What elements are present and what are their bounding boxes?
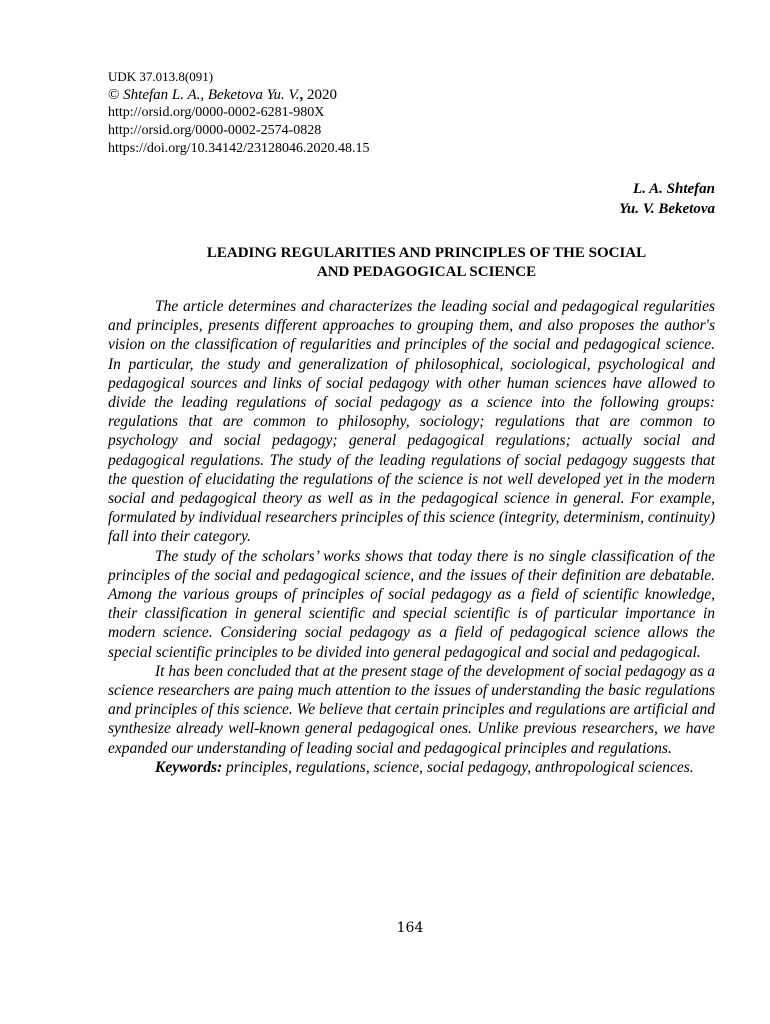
keywords-text: principles, regulations, science, social pedagogy, anthropological sciences. (226, 758, 694, 776)
copyright-comma: , (299, 87, 304, 103)
title-line: LEADING REGULARITIES AND PRINCIPLES OF THE SOCIAL (206, 245, 647, 261)
abstract-paragraph: It has been concluded that at the present stage of the development of social pedagogy as a science researchers are paing much attention to the issues of understanding the basic regulations and principles of this science. We believe that certain principles and regulations are artificial and synthesize already well-known general pedagogical ones. Unlike previous researchers, we have expanded our understanding of leading social and pedagogical principles and regulations. (108, 662, 715, 757)
udk-code: UDK 37.013.8(091) (108, 69, 214, 84)
abstract (108, 297, 715, 777)
page-content (108, 68, 715, 777)
page-number: 164 (396, 920, 424, 936)
copyright-line (108, 86, 715, 104)
article-title (108, 244, 715, 282)
copyright-symbol: © (108, 87, 120, 103)
title-line: AND PEDAGOGICAL SCIENCE (316, 264, 537, 280)
orcid-link-2[interactable]: http://orsid.org/0000-0002-2574-0828 (108, 123, 322, 138)
abstract-paragraph: The article determines and characterizes the leading social and pedagogical regularities and principles, presents different approaches to grouping them, and also proposes the author's vision on the classification of regularities and principles of the social and pedagogical science. In particular, the study and generalization of philosophical, sociological, psychological and pedagogical sources and links of social pedagogy with other human sciences have allowed to divide the leading regulations of social pedagogy as a science into the following groups: regulations that are common to philosophy, sociology; regulations that are common to psychology and social pedagogy; general pedagogical regulations; actually social and pedagogical regulations. The study of the leading regulations of social pedagogy suggests that the question of elucidating the regulations of the science is not well developed yet in the modern social and pedagogical theory as well as in the pedagogical science in general. For example, formulated by individual researchers principles of this science (integrity, determinism, continuity) fall into their category. (108, 298, 715, 546)
author-name: L. A. Shtefan (633, 181, 715, 197)
orcid-link-1[interactable]: http://orsid.org/0000-0002-6281-980X (108, 105, 325, 120)
copyright-year: 2020 (307, 87, 338, 103)
doi-link[interactable]: https://doi.org/10.34142/23128046.2020.48.15 (108, 141, 370, 156)
keywords-label: Keywords: (155, 758, 223, 776)
article-metadata (108, 68, 715, 158)
author-name: Yu. V. Beketova (619, 201, 715, 217)
author-block (108, 179, 715, 219)
abstract-paragraph: The study of the scholars’ works shows that today there is no single classification of the principles of the social and pedagogical science, and the issues of their definition are debatable. Among the various groups of principles of social pedagogy as a field of scientific knowledge, their classification in general scientific and special scientific is of particular importance in modern science. Considering social pedagogy as a field of pedagogical science allows the special scientific principles to be divided into general pedagogical and social and pedagogical. (108, 547, 715, 661)
copyright-authors: Shtefan L. A., Beketova Yu. V. (123, 87, 300, 103)
keywords (108, 758, 715, 777)
